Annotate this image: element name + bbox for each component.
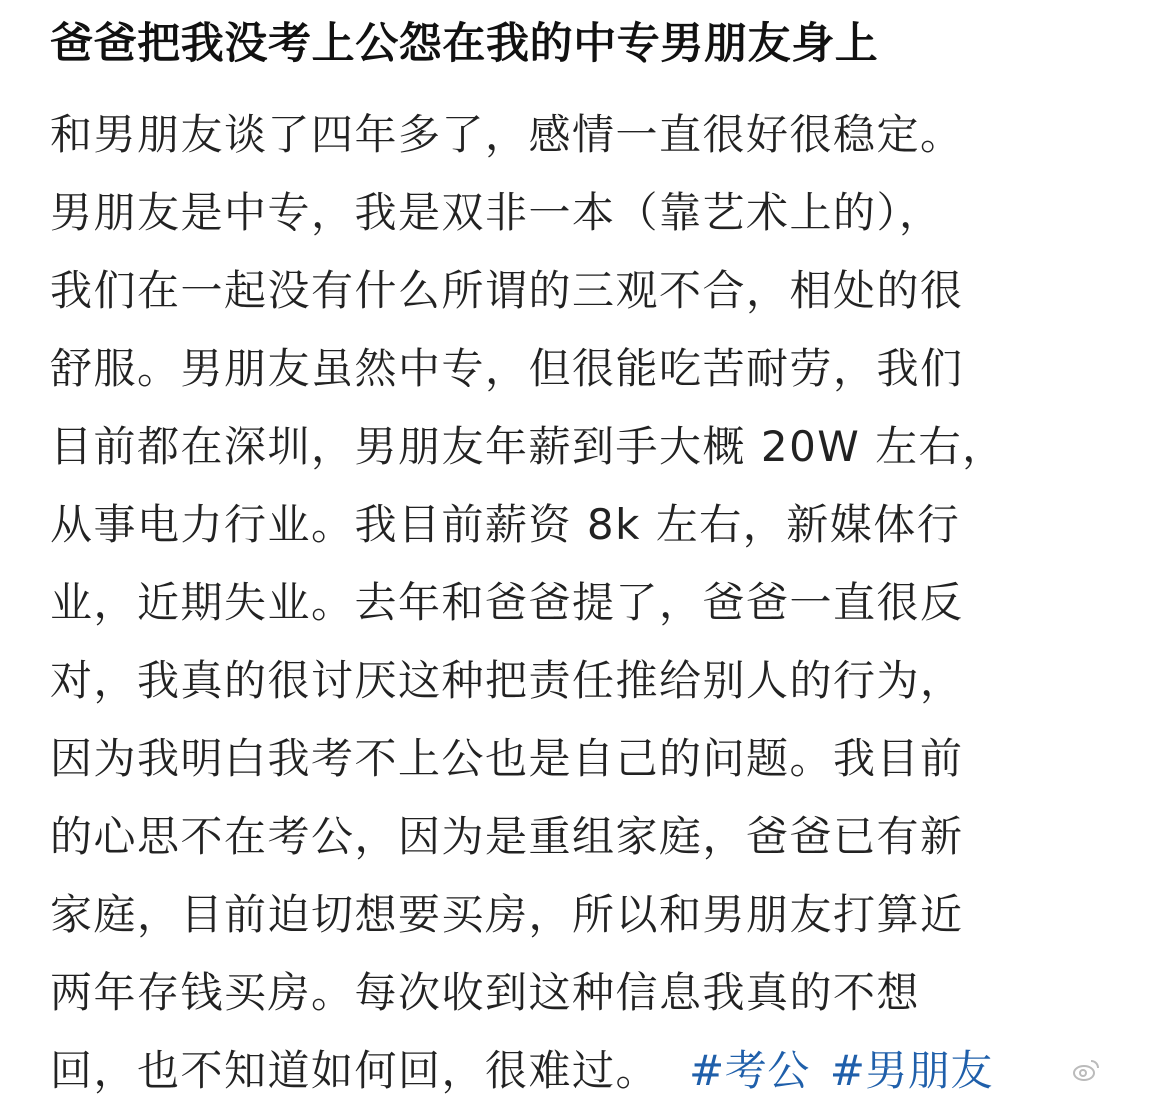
hashtag-nanpengyou[interactable]: #男朋友 bbox=[829, 1046, 993, 1095]
post-card bbox=[50, 0, 1120, 1101]
body-line: 对，我真的很讨厌这种把责任推给别人的行为， bbox=[50, 656, 964, 705]
body-line: 业，近期失业。去年和爸爸提了，爸爸一直很反 bbox=[50, 578, 964, 627]
hashtag-group bbox=[689, 1046, 1013, 1095]
post-body bbox=[50, 96, 1120, 1110]
hashtag-kaogong[interactable]: #考公 bbox=[689, 1046, 810, 1095]
body-line: 舒服。男朋友虽然中专，但很能吃苦耐劳，我们 bbox=[50, 344, 964, 393]
body-line-text: 回，也不知道如何回，很难过。 bbox=[50, 1046, 660, 1095]
body-line-last bbox=[50, 1032, 1120, 1110]
body-line: 和男朋友谈了四年多了，感情一直很好很稳定。 bbox=[50, 110, 964, 159]
body-line: 目前都在深圳，男朋友年薪到手大概 20W 左右， bbox=[50, 422, 1006, 471]
body-line: 因为我明白我考不上公也是自己的问题。我目前 bbox=[50, 734, 964, 783]
body-line: 家庭，目前迫切想要买房，所以和男朋友打算近 bbox=[50, 890, 964, 939]
body-line: 从事电力行业。我目前薪资 8k 左右，新媒体行 bbox=[50, 500, 961, 549]
body-line: 我们在一起没有什么所谓的三观不合，相处的很 bbox=[50, 266, 964, 315]
body-line: 男朋友是中专，我是双非一本（靠艺术上的）， bbox=[50, 188, 943, 237]
body-line: 的心思不在考公，因为是重组家庭，爸爸已有新 bbox=[50, 812, 964, 861]
body-line: 两年存钱买房。每次收到这种信息我真的不想 bbox=[50, 968, 921, 1017]
post-title: 爸爸把我没考上公怨在我的中专男朋友身上 bbox=[50, 19, 879, 69]
